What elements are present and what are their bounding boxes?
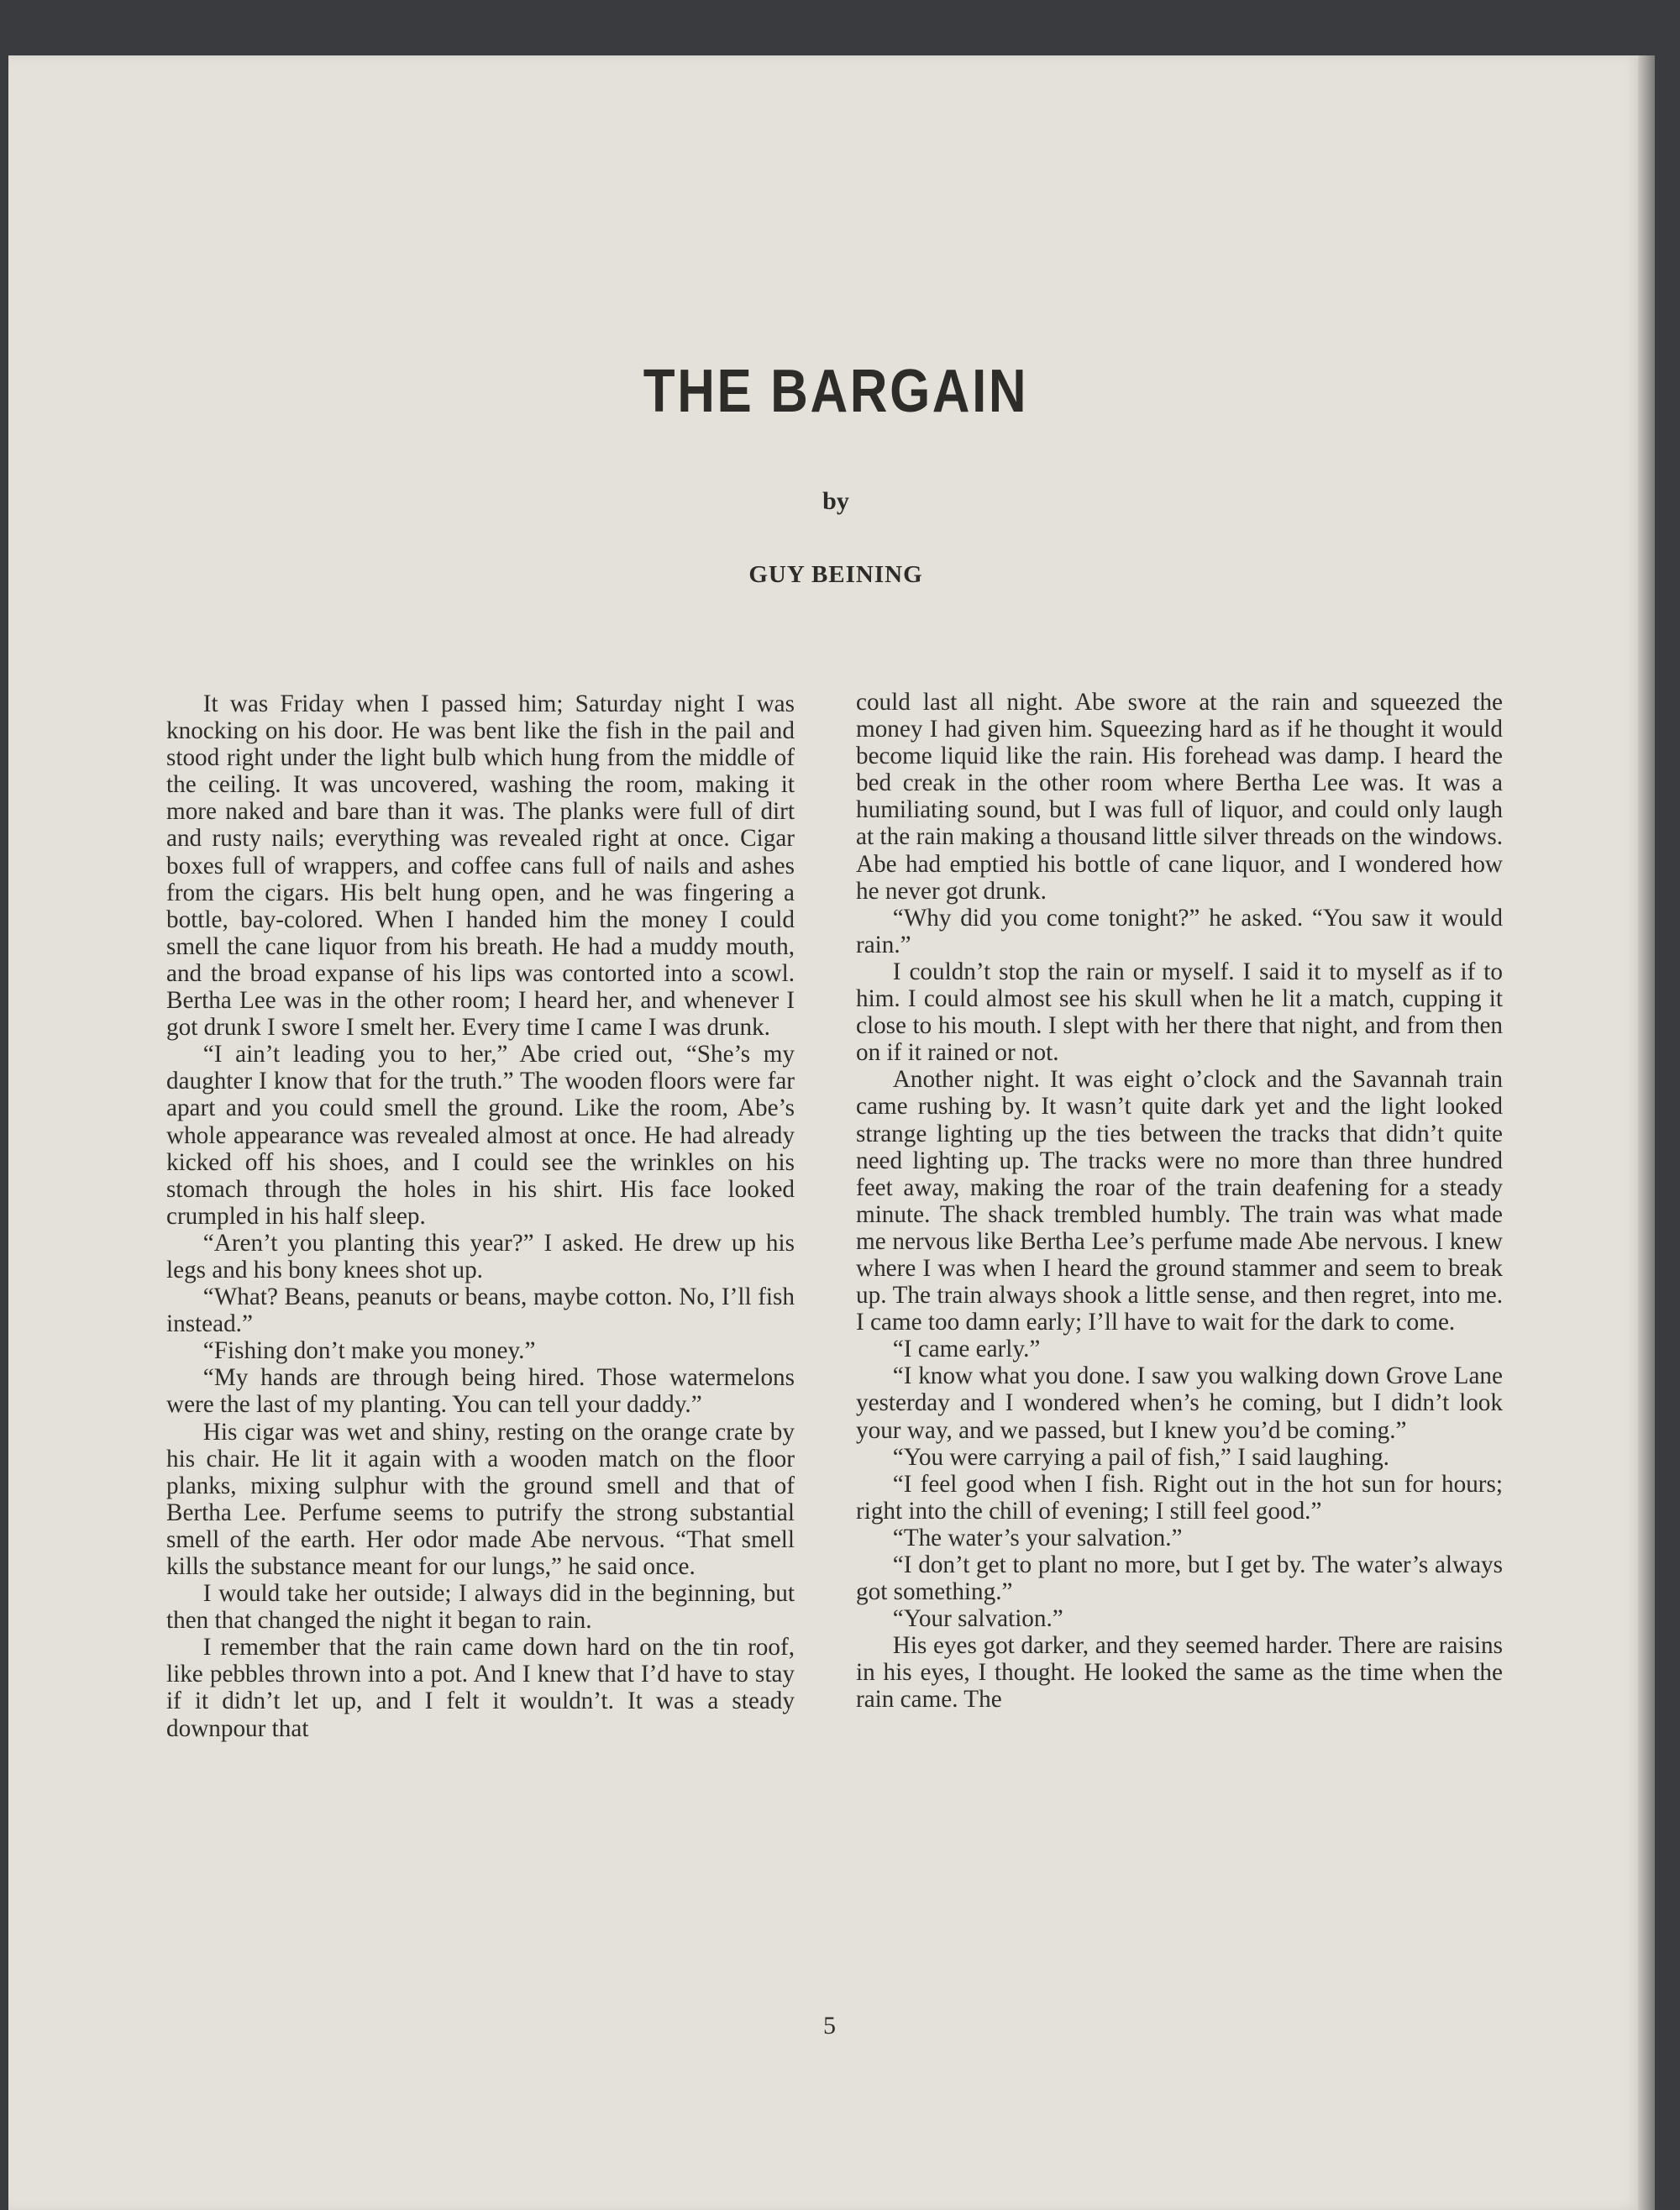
paragraph: It was Friday when I passed him; Saturday night I was knocking on his door. He was bent like the fish in the pail and stood right under the light bulb which hung from the middle of the ceiling. It was uncovered, washing the room, making it more naked and bare than it was. The planks were full of dirt and rusty nails; everything was revealed right at once. Cigar boxes full of wrappers, and coffee cans full of nails and ashes from the cigars. His belt hung open, and he was fingering a bottle, bay-colored. When I handed him the money I could smell the cane liquor from his breath. He had a muddy mouth, and the broad expanse of his lips was contorted into a scowl. Bertha Lee was in the other room; I heard her, and whenever I got drunk I swore I smelt her. Every time I came I was drunk. (166, 690, 795, 1042)
paragraph: “I ain’t leading you to her,” Abe cried out, “She’s my daughter I know that for the truth.” The wooden floors were far apart and you could smell the ground. Like the room, Abe’s whole appearance was revealed almost at once. He had already kicked off his shoes, and I could see the wrinkles on his stomach through the holes in his shirt. His face looked crumpled in his half sleep. (166, 1041, 795, 1230)
author-name: GUY BEINING (748, 561, 923, 588)
paragraph: “You were carrying a pail of fish,” I said laughing. (892, 1443, 1389, 1471)
paragraph: “What? Beans, peanuts or beans, maybe cotton. No, I’ll fish instead.” (166, 1283, 795, 1338)
page-edge (1638, 55, 1655, 2210)
left-column (166, 690, 795, 1742)
paragraph: “Aren’t you planting this year?” I asked. He drew up his legs and his bony knees shot up. (166, 1229, 795, 1283)
paragraph: “I know what you done. I saw you walking down Grove Lane yesterday and I wondered when’s he coming, but I didn’t look your way, and we passed, but I knew you’d be coming.” (856, 1362, 1503, 1444)
paragraph: “Why did you come tonight?” he asked. “You saw it would rain.” (856, 904, 1503, 958)
paragraph: “My hands are through being hired. Those watermelons were the last of my planting. You can tell your daddy.” (166, 1364, 795, 1419)
paragraph: “I don’t get to plant no more, but I get by. The water’s always got something.” (856, 1551, 1503, 1606)
paragraph: I remember that the rain came down hard on the tin roof, like pebbles thrown into a pot. And I knew that I’d have to stay if it didn’t let up, and I felt it wouldn’t. It was a steady downpour that (166, 1634, 795, 1742)
paragraph: His eyes got darker, and they seemed harder. There are raisins in his eyes, I thought. He looked the same as the time when the rain came. The (856, 1632, 1503, 1714)
paragraph: I would take her outside; I always did in the beginning, but then that changed the night it began to rain. (166, 1580, 795, 1635)
paragraph: “Your salvation.” (892, 1605, 1063, 1633)
paragraph: Another night. It was eight o’clock and the Savannah train came rushing by. It wasn’t quite dark yet and the light looked strange lighting up the ties between the tracks that didn’t quite need lighting up. The tracks were no more than three hundred feet away, making the roar of the train deafening for a steady minute. The shack trembled humbly. The train was what made me nervous like Bertha Lee’s perfume made Abe nervous. I knew where I was when I heard the ground stammer and seem to break up. The train always shook a little sense, and then regret, into me. I came too damn early; I’ll have to wait for the dark to come. (856, 1066, 1503, 1336)
right-column (856, 689, 1503, 1714)
paragraph: His cigar was wet and shiny, resting on the orange crate by his chair. He lit it again with a wooden match on the floor planks, mixing sulphur with the ground smell and that of Bertha Lee. Perfume seems to putrify the strong substantial smell of the earth. Her odor made Abe nervous. “That smell kills the substance meant for our lungs,” he said once. (166, 1418, 795, 1580)
paragraph-continuation: could last all night. Abe swore at the rain and squeezed the money I had given him. Squeezing hard as if he thought it would become liquid like the rain. His forehead was damp. I heard the bed creak in the other room where Bertha Lee was. It was a humiliating sound, but I was full of liquor, and could only laugh at the rain making a thousand little silver threads on the windows. Abe had emptied his bottle of cane liquor, and I wondered how he never got drunk. (856, 689, 1503, 905)
paragraph: I couldn’t stop the rain or myself. I said it to myself as if to him. I could almost see his skull when he lit a match, cupping it close to his mouth. I slept with her there that night, and from then on if it rained or not. (856, 958, 1503, 1067)
story-title: THE BARGAIN (643, 358, 1029, 425)
paragraph: “Fishing don’t make you money.” (202, 1337, 536, 1365)
byline: by (822, 487, 849, 515)
paragraph: “I feel good when I fish. Right out in the hot sun for hours; right into the chill of evening; I still feel good.” (856, 1470, 1503, 1525)
paragraph: “The water’s your salvation.” (892, 1524, 1183, 1551)
page-number: 5 (823, 2012, 836, 2039)
paragraph: “I came early.” (892, 1336, 1041, 1363)
